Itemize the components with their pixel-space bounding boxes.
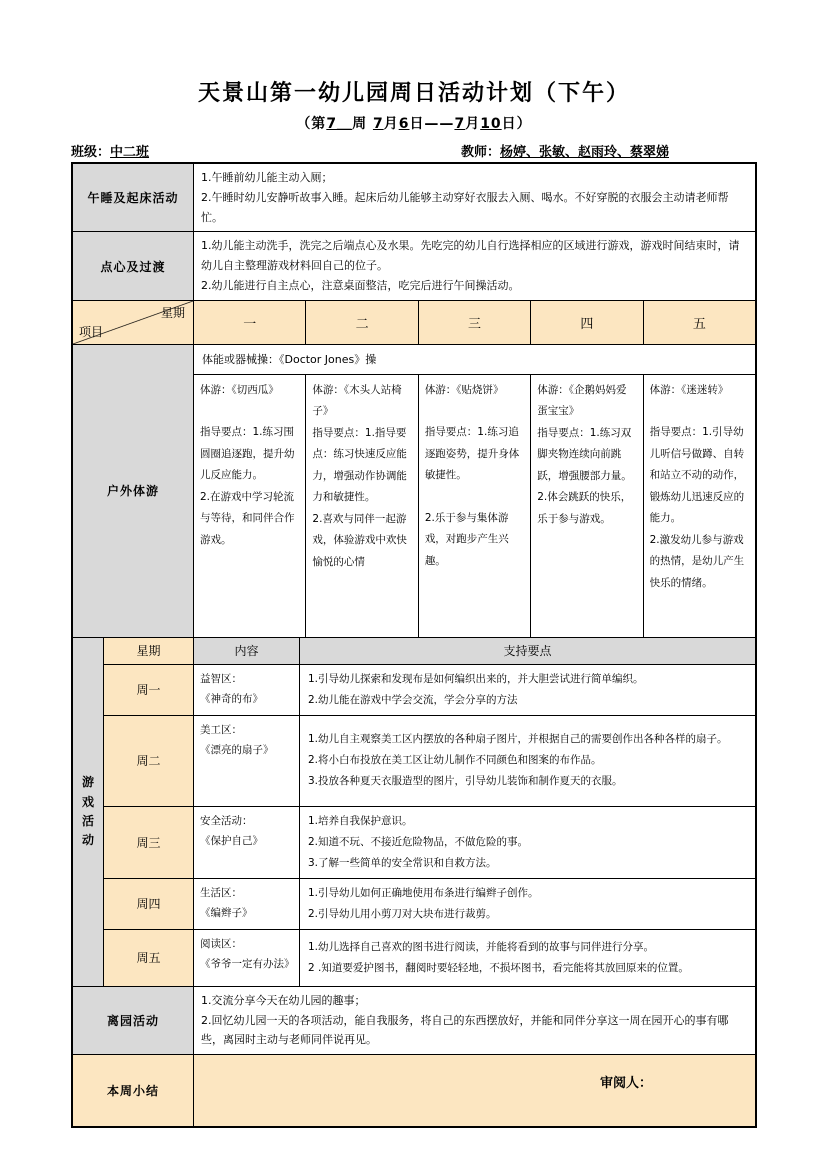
subtitle-month1: 7 <box>372 116 384 132</box>
games-header-content: 内容 <box>194 638 300 664</box>
games-points-cell <box>300 879 755 929</box>
snack-row <box>73 232 755 300</box>
corner-cell <box>73 301 194 344</box>
outdoor-row-content <box>194 345 755 637</box>
outdoor-point: 指导要点：1.练习围圆圈追逐跑，提升幼儿反应能力。 <box>200 426 295 482</box>
subtitle-month1-label: 月 <box>383 116 399 132</box>
outdoor-point: 2.乐于参与集体游戏，对跑步产生兴趣。 <box>424 511 509 567</box>
weekday-cell-wed: 三 <box>419 301 531 344</box>
subtitle-open: （第 <box>296 116 327 132</box>
games-day-label: 周二 <box>104 716 194 806</box>
weekday-cell-thu: 四 <box>531 301 643 344</box>
games-points-cell <box>300 716 755 806</box>
outdoor-point: 指导要点：1.练习追逐跑姿势，提升身体敏捷性。 <box>424 426 520 482</box>
subtitle-week-label: 周 <box>352 116 373 132</box>
games-point: 1.引导幼儿探索和发现布是如何编织出来的，并大胆尝试进行简单编织。 <box>308 672 644 685</box>
snack-row-label: 点心及过渡 <box>73 232 194 299</box>
games-header-points: 支持要点 <box>300 638 755 664</box>
games-points-cell <box>300 930 755 986</box>
weekday-cell-tue: 二 <box>306 301 418 344</box>
subtitle-week-number: 7 <box>326 116 338 132</box>
games-area-name: 美工区： <box>200 723 242 736</box>
games-point: 3.了解一些简单的安全常识和自救方法。 <box>308 856 497 869</box>
info-line <box>71 141 757 160</box>
outdoor-game-title: 体游：《迷迷转》 <box>649 383 729 396</box>
corner-week-label: 星期 <box>160 305 185 320</box>
games-day-label: 周一 <box>104 665 194 715</box>
games-activity-title: 《编辫子》 <box>200 906 253 919</box>
games-point: 1.培养自我保护意识。 <box>308 814 413 827</box>
games-section-label: 游戏活动 <box>73 638 104 986</box>
teacher-value: 杨婷、张敏、赵雨玲、蔡翠娣 <box>499 145 669 160</box>
nap-row-label: 午睡及起床活动 <box>73 164 194 231</box>
games-content-cell <box>194 807 300 878</box>
subtitle-week-gap: ＿ <box>337 116 353 132</box>
outdoor-col-fri <box>644 375 755 637</box>
games-point: 1.幼儿自主观察美工区内摆放的各种扇子图片，并根据自己的需要创作出各种各样的扇子。 <box>308 733 728 746</box>
games-row-fri <box>104 930 755 986</box>
document-content <box>71 76 757 1128</box>
outdoor-game-title: 体游：《切西瓜》 <box>200 383 279 396</box>
games-row-wed <box>104 807 755 879</box>
teacher-label: 教师： <box>460 145 500 160</box>
games-area-name: 益智区： <box>200 672 242 685</box>
outdoor-point: 指导要点：1.练习双脚夹物连续向前跳跃，增强腰部力量。 <box>537 426 632 482</box>
outdoor-point: 指导要点：1.指导要点：练习快速反应能力，增强动作协调能力和敏捷性。 <box>312 426 407 504</box>
subtitle-day1: 6 <box>398 116 410 132</box>
nap-row-content <box>194 164 755 231</box>
games-section <box>73 638 755 987</box>
games-point: 2 .知道要爱护图书，翻阅时要轻轻地，不损坏图书，看完能将其放回原来的位置。 <box>308 961 689 974</box>
games-activity-title: 《保护自己》 <box>200 834 263 847</box>
weekday-cell-fri: 五 <box>644 301 755 344</box>
outdoor-col-mon <box>194 375 306 637</box>
games-area-name: 安全活动： <box>200 814 253 827</box>
teacher-info <box>461 141 669 160</box>
games-point: 2.将小白布投放在美工区让幼儿制作不同颜色和图案的布作品。 <box>308 754 602 767</box>
subtitle-dash: 日—— <box>409 116 455 132</box>
snack-line-1: 1.幼儿能主动洗手，洗完之后端点心及水果。先吃完的幼儿自行选择相应的区域进行游戏，游戏时间结束时，请幼儿自主整理游戏材料回自己的位子。 <box>201 239 740 273</box>
games-row-thu <box>104 879 755 930</box>
games-activity-title: 《漂亮的扇子》 <box>200 743 274 756</box>
games-content-cell <box>194 930 300 986</box>
subtitle-close: 日） <box>501 116 532 132</box>
outdoor-point: 2.喜欢与同伴一起游戏，体验游戏中欢快愉悦的心情 <box>312 512 407 568</box>
class-value: 中二班 <box>110 145 150 160</box>
outdoor-game-title: 体游：《贴烧饼》 <box>424 383 504 396</box>
games-day-label: 周五 <box>104 930 194 986</box>
outdoor-col-tue <box>306 375 418 637</box>
subtitle-day2: 10 <box>480 116 502 132</box>
outdoor-game-title: 体游：《企鹅妈妈爱蛋宝宝》 <box>537 383 627 418</box>
games-day-label: 周四 <box>104 879 194 929</box>
outdoor-col-thu <box>531 375 643 637</box>
summary-row-content <box>194 1055 755 1126</box>
page-subtitle <box>71 113 757 133</box>
outdoor-point: 2.在游戏中学习轮流与等待，和同伴合作游戏。 <box>200 490 295 546</box>
class-label: 班级： <box>71 145 111 160</box>
subtitle-month2-label: 月 <box>465 116 481 132</box>
games-content-cell <box>194 879 300 929</box>
departure-row-label: 离园活动 <box>73 987 194 1054</box>
outdoor-point: 2.激发幼儿参与游戏的热情，是幼儿产生快乐的情绪。 <box>649 533 745 589</box>
games-points-cell <box>300 807 755 878</box>
outdoor-row-label: 户外体游 <box>73 345 194 637</box>
weekday-cell-mon: 一 <box>194 301 306 344</box>
nap-line-2: 2.午睡时幼儿安静听故事入睡。起床后幼儿能够主动穿好衣服去入厕、喝水。不好穿脱的衣服会主动请老师帮忙。 <box>201 190 729 224</box>
outdoor-point: 2.体会跳跃的快乐，乐于参与游戏。 <box>537 491 632 525</box>
games-content-cell <box>194 665 300 715</box>
games-activity-title: 《爷爷一定有办法》 <box>200 957 295 970</box>
games-point: 1.幼儿选择自己喜欢的图书进行阅读，并能将看到的故事与同伴进行分享。 <box>308 940 655 953</box>
outdoor-columns <box>194 375 755 637</box>
departure-line-1: 1.交流分享今天在幼儿园的趣事； <box>201 993 366 1007</box>
weekly-plan-table <box>71 162 757 1128</box>
class-info <box>71 141 149 160</box>
departure-line-2: 2.回忆幼儿园一天的各项活动，能自我服务，将自己的东西摆放好，并能和同伴分享这一周在园开心的事有哪些，离园时主动与老师同伴说再见。 <box>201 1013 729 1047</box>
outdoor-point: 指导要点：1.引导幼儿听信号做蹲、自转和站立不动的动作，锻炼幼儿迅速反应的能力。 <box>649 426 745 525</box>
games-header-week: 星期 <box>104 638 194 664</box>
games-point: 2.知道不玩、不接近危险物品，不做危险的事。 <box>308 835 529 848</box>
games-point: 1.引导幼儿如何正确地使用布条进行编辫子创作。 <box>308 886 539 899</box>
games-point: 2.引导幼儿用小剪刀对大块布进行裁剪。 <box>308 907 497 920</box>
nap-line-1: 1.午睡前幼儿能主动入厕； <box>201 171 333 184</box>
exercise-line: 体能或器械操：《Doctor Jones》操 <box>194 345 755 375</box>
games-day-label: 周三 <box>104 807 194 878</box>
snack-row-content <box>194 232 755 299</box>
games-area-name: 阅读区： <box>200 937 242 950</box>
summary-row-label: 本周小结 <box>73 1055 194 1126</box>
games-area-name: 生活区： <box>200 886 242 899</box>
weekday-header-row <box>73 301 755 345</box>
games-row-tue <box>104 716 755 807</box>
corner-item-label: 项目 <box>79 324 104 339</box>
games-activity-title: 《神奇的布》 <box>200 692 263 705</box>
outdoor-col-wed <box>419 375 531 637</box>
snack-line-2: 2.幼儿能进行自主点心，注意桌面整洁，吃完后进行午间操活动。 <box>201 278 520 292</box>
nap-row <box>73 164 755 232</box>
page-title: 天景山第一幼儿园周日活动计划（下午） <box>197 81 630 106</box>
departure-row-content <box>194 987 755 1054</box>
games-points-cell <box>300 665 755 715</box>
games-point: 2.幼儿能在游戏中学会交流，学会分享的方法 <box>308 693 518 706</box>
summary-row <box>73 1055 755 1126</box>
games-point: 3.投放各种夏天衣服造型的图片，引导幼儿装饰和制作夏天的衣服。 <box>308 775 623 788</box>
outdoor-game-title: 体游：《木头人站椅子》 <box>312 383 402 418</box>
subtitle-month2: 7 <box>454 116 466 132</box>
reviewer-label: 审阅人： <box>600 1076 653 1091</box>
outdoor-play-row <box>73 345 755 638</box>
departure-row <box>73 987 755 1055</box>
games-content-cell <box>194 716 300 806</box>
games-grid <box>104 638 755 986</box>
games-header-row <box>104 638 755 665</box>
games-row-mon <box>104 665 755 716</box>
